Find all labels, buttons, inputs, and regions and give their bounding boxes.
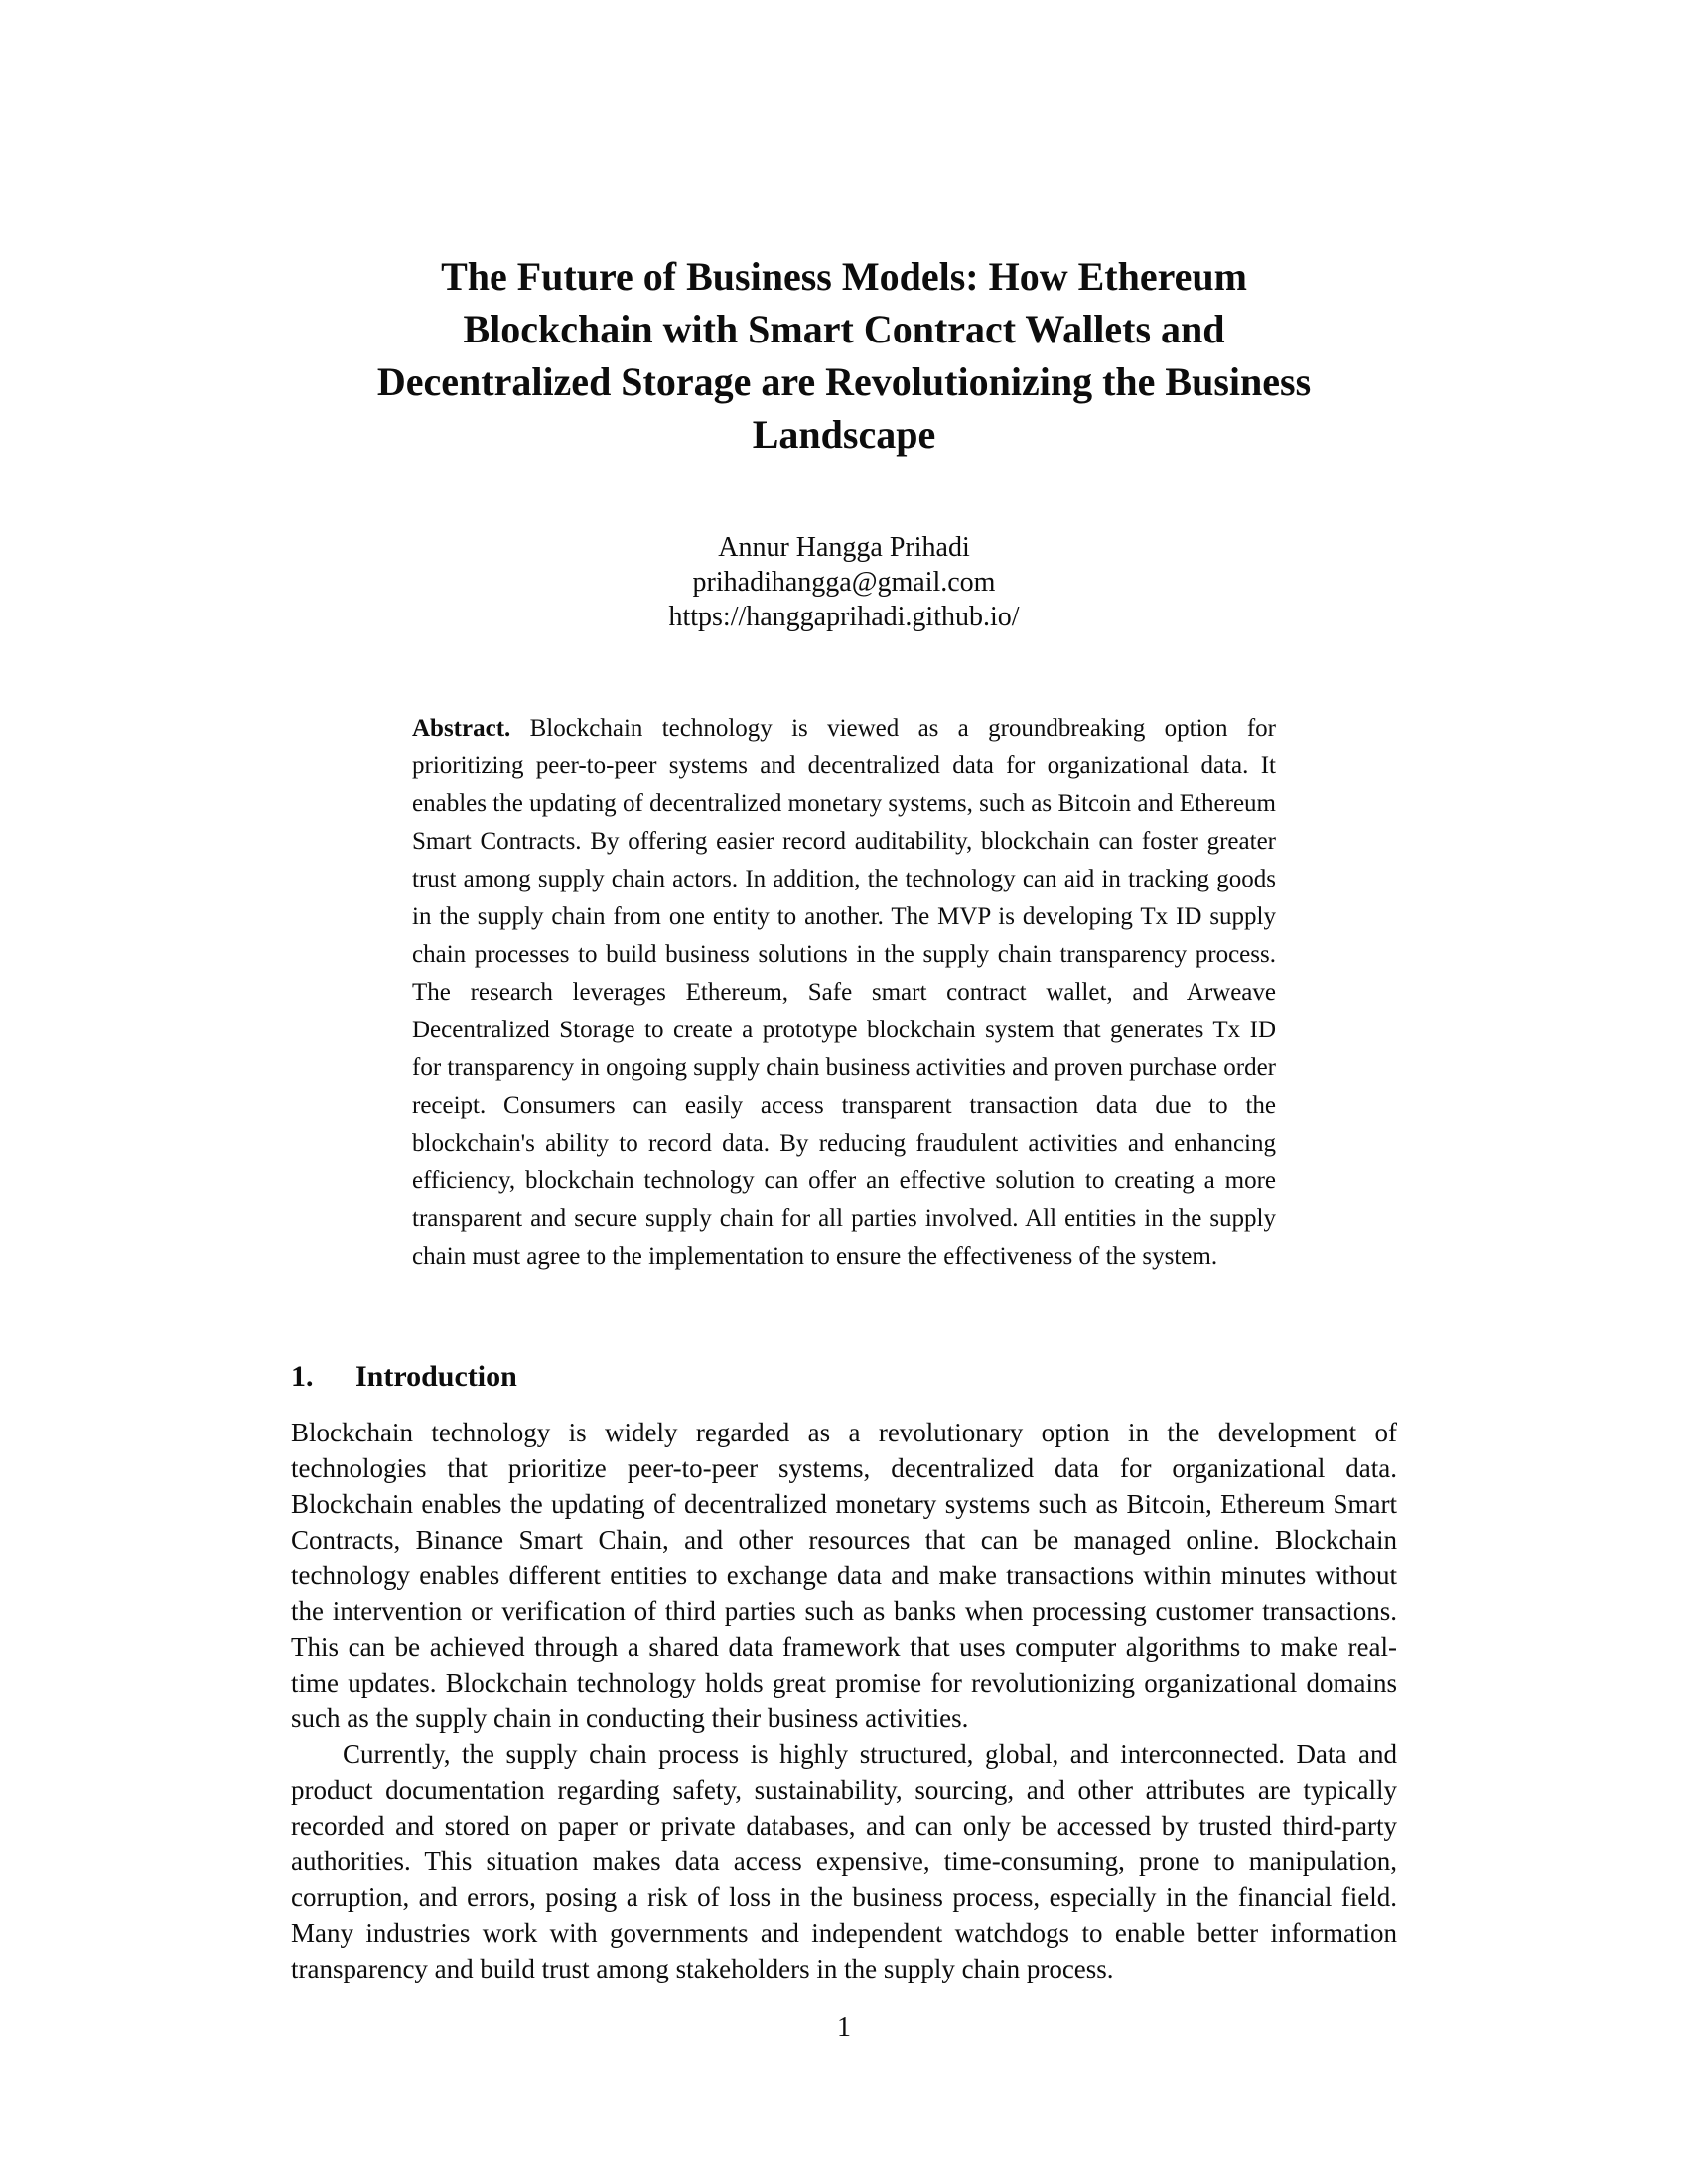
page-number: 1 [837, 2012, 851, 2043]
section-number: 1. [291, 1360, 314, 1393]
abstract-text: Blockchain technology is viewed as a groundbreaking option for prioritizing peer-to-peer systems and decentralized data for organizational data. It enables the updating of decentralized monetary systems, such as Bitcoin and Ethereum Smart Contracts. By offering easier record auditability, blockchain can foster greater trust among supply chain actors. In addition, the technology can aid in tracking goods in the supply chain from one entity to another. The MVP is developing Tx ID supply chain processes to build business solutions in the supply chain transparency process. The research leverages Ethereum, Safe smart contract wallet, and Arweave Decentralized Storage to create a prototype blockchain system that generates Tx ID for transparency in ongoing supply chain business activities and proven purchase order receipt. Consumers can easily access transparent transaction data due to the blockchain's ability to record data. By reducing fraudulent activities and enhancing efficiency, blockchain technology can offer an effective solution to creating a more transparent and secure supply chain for all parties involved. All entities in the supply chain must agree to the implementation to ensure the effectiveness of the system. [412, 715, 1276, 1270]
paper-title-line-3: Decentralized Storage are Revolutionizing the Business [376, 359, 1312, 404]
author-email: prihadihangga@gmail.com [692, 567, 996, 598]
abstract-label: Abstract. [412, 715, 511, 742]
intro-paragraph-1: Blockchain technology is widely regarded as a revolutionary option in the development of technologies that prioritize peer-to-peer systems, decentralized data for organizational data. Blockchain enables the updating of decentralized monetary systems such as Bitcoin, Ethereum Smart Contracts, Binance Smart Chain, and other resources that can be managed online. Blockchain technology enables different entities to exchange data and make transactions within minutes without the intervention or verification of third parties such as banks when processing customer transactions. This can be achieved through a shared data framework that uses computer algorithms to make real-time updates. Blockchain technology holds great promise for revolutionizing organizational domains such as the supply chain in conducting their business activities. [291, 1418, 1397, 1733]
section-heading-label: Introduction [355, 1360, 517, 1393]
intro-paragraph-2: Currently, the supply chain process is highly structured, global, and interconnected. Data and product documentation regarding safety, sustainability, sourcing, and other attributes are typically recorded and stored on paper or private databases, and can only be accessed by trusted third-party authorities. This situation makes data access expensive, time-consuming, prone to manipulation, corruption, and errors, posing a risk of loss in the business process, especially in the financial field. Many industries work with governments and independent watchdogs to enable better information transparency and build trust among stakeholders in the supply chain process. [291, 1739, 1397, 1983]
author-website: https://hanggaprihadi.github.io/ [668, 602, 1020, 632]
paper-title [291, 0, 1397, 461]
section-heading-introduction [291, 1357, 1397, 1397]
author-block [291, 530, 1397, 634]
abstract [412, 710, 1276, 1276]
author-name: Annur Hangga Prihadi [718, 532, 970, 563]
paper-title-line-2: Blockchain with Smart Contract Wallets and [463, 307, 1225, 351]
paper-title-line-1: The Future of Business Models: How Ethereum [441, 254, 1247, 299]
paper-title-line-4: Landscape [752, 412, 936, 457]
